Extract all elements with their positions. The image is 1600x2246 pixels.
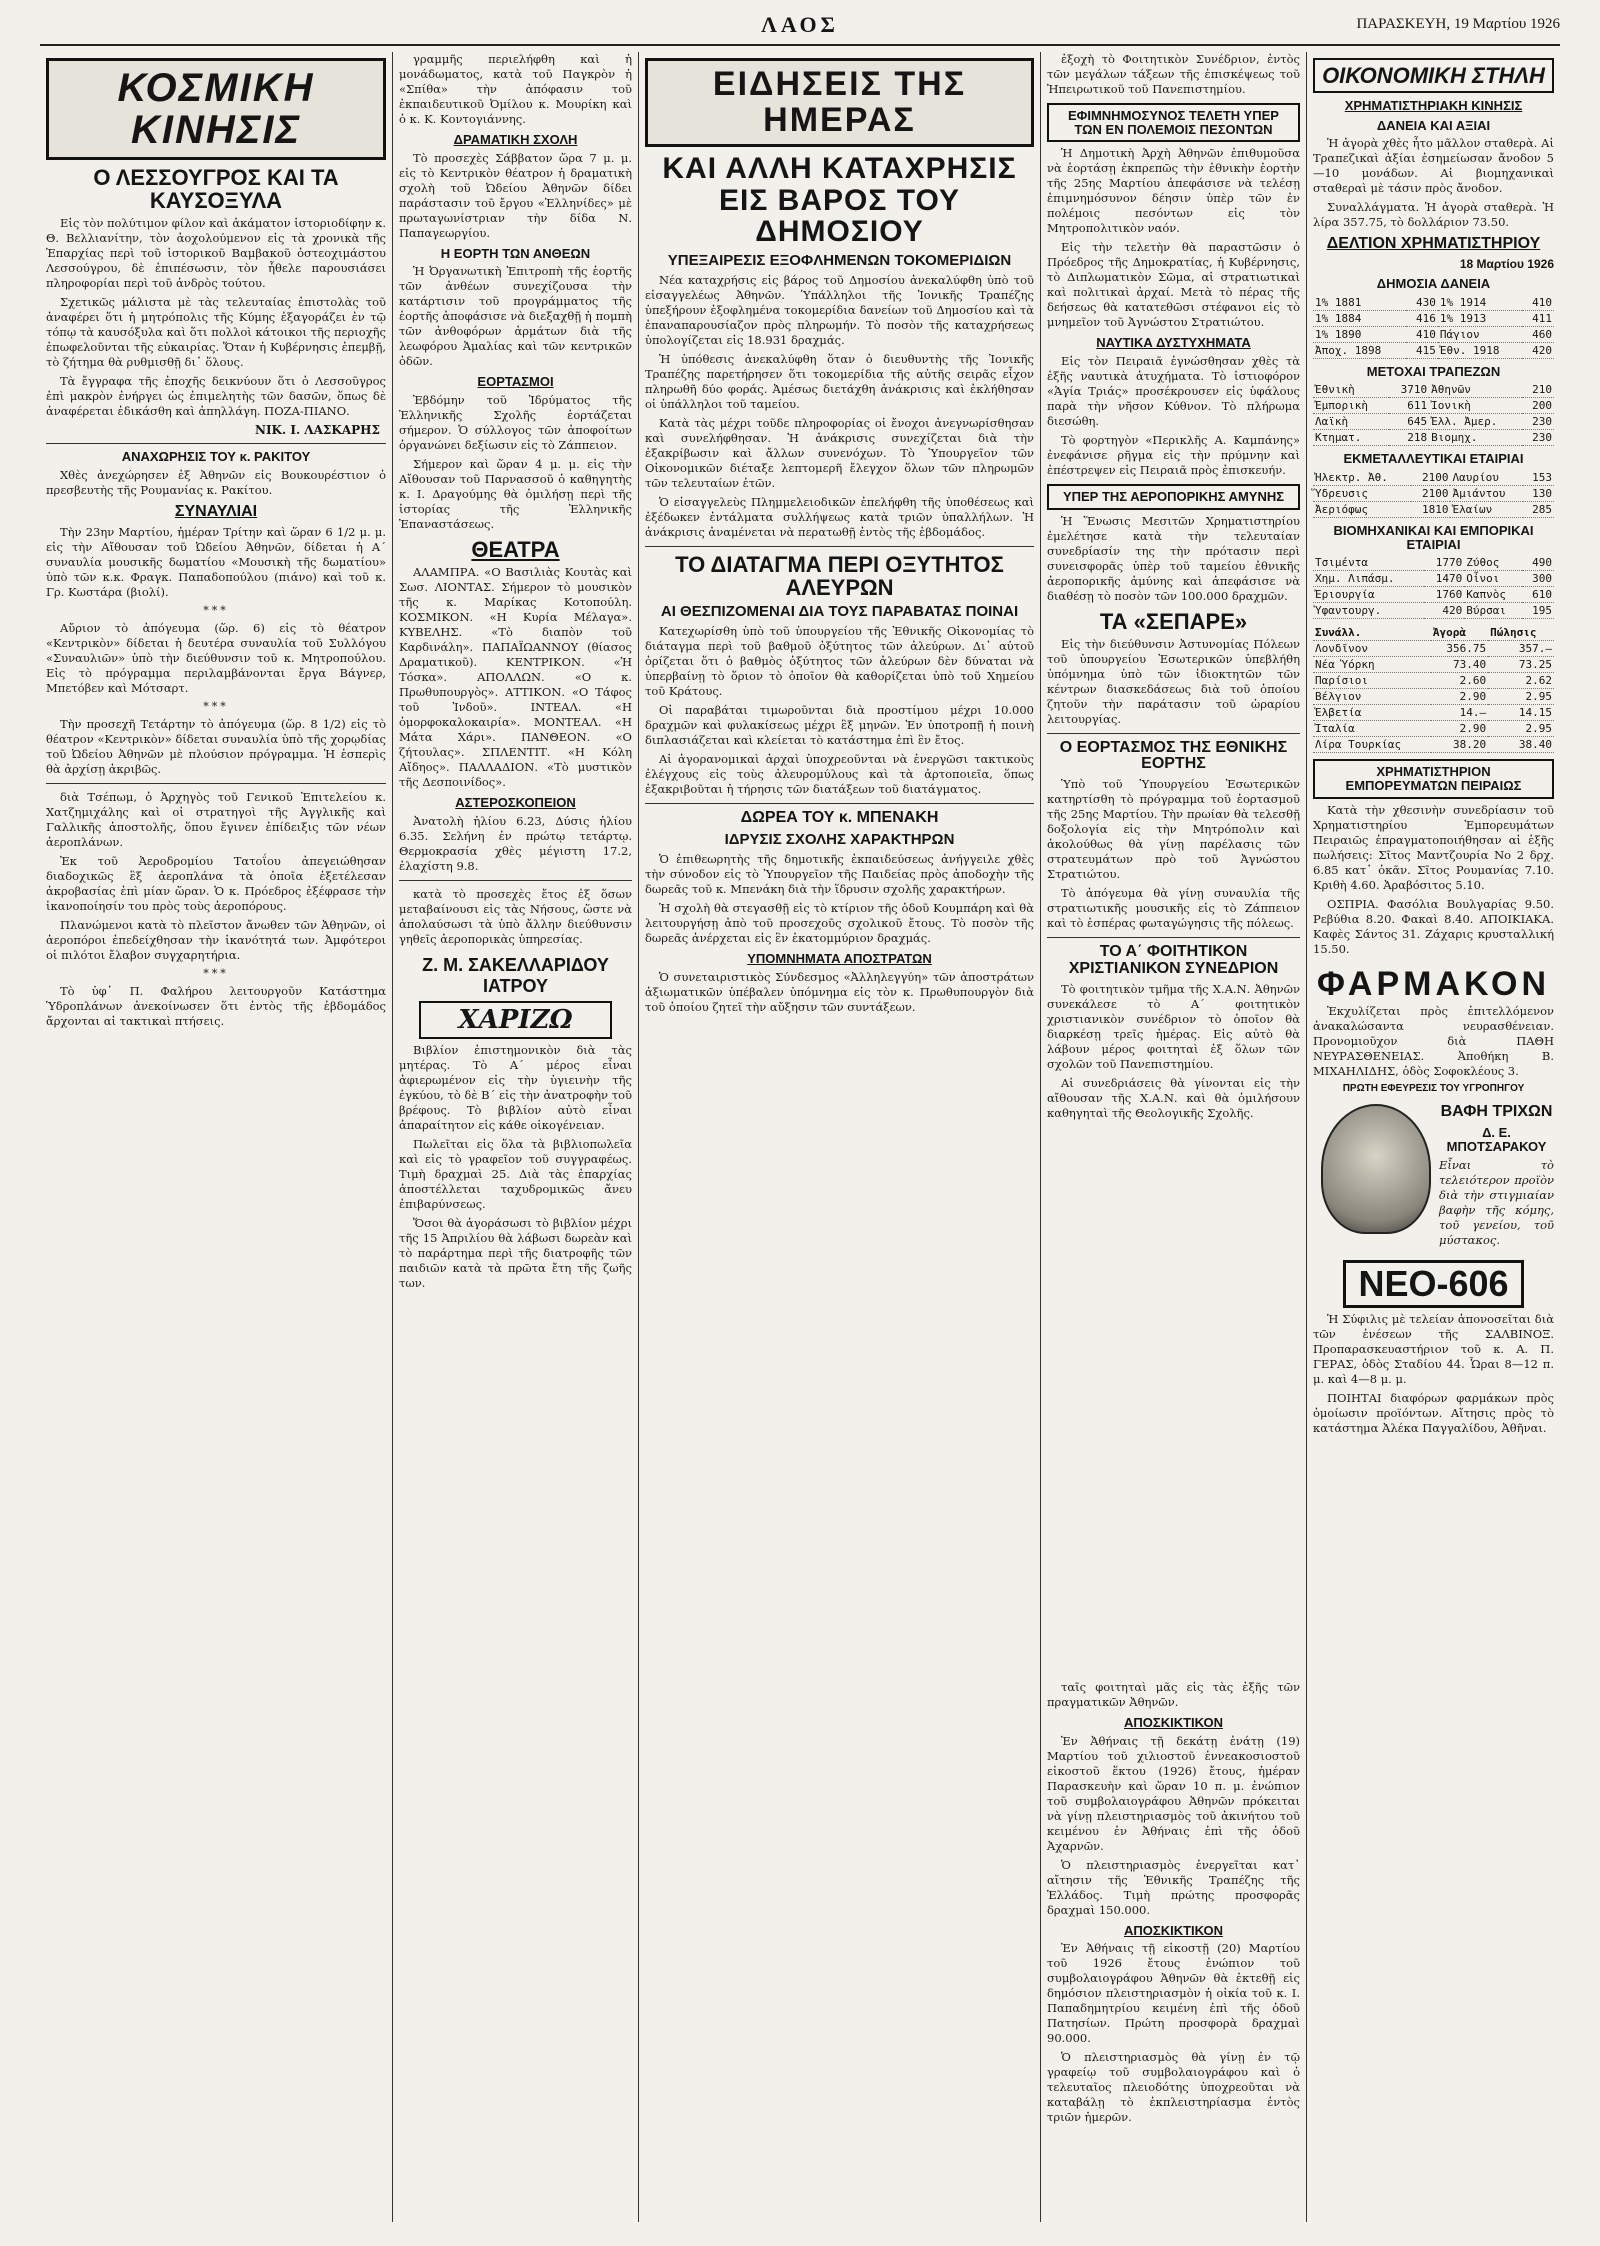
table-cell: 2100 (1411, 486, 1450, 502)
neo606-ad-title: ΝΕΟ-606 (1343, 1260, 1524, 1308)
table-heading: ΔΗΜΟΣΙΑ ΔΑΝΕΙΑ (1376, 276, 1491, 292)
divider (46, 443, 386, 444)
table-header: Πώλησις (1488, 625, 1554, 641)
flour-decree-subheadline: ΑΙ ΘΕΣΠΙΖΟΜΕΝΑΙ ΔΙΑ ΤΟΥΣ ΠΑΡΑΒΑΤΑΣ ΠΟΙΝΑΙ (660, 603, 1019, 621)
flour-decree-text: Κατεχωρίσθη ὑπὸ τοῦ ὑπουργείου τῆς Ἐθνικῆς Οἰκονομίας τὸ διάταγμα περὶ τοῦ βαθμοῦ ὀξύτητος τῶν ἀλεύρων. Δι᾿ αὐτοῦ ὁρίζεται ὅτι ὁ βαθμὸς ὀξύτητος τῶν ἀλεύρων δὲν δύναται νὰ ὑπερβαίνῃ τὸ ὅριον τὸ ὁποῖον θὰ καθορίζεται ὑπὸ τοῦ Χημείου τοῦ Κράτους. (645, 624, 1034, 699)
doctor-ad-name: Ζ. Μ. ΣΑΚΕΛΛΑΡΙΔΟΥ ΙΑΤΡΟΥ (422, 954, 609, 996)
table-cell: 420 (1424, 603, 1464, 619)
observatory-text: Ἀνατολὴ ἡλίου 6.23, Δύσις ἡλίου 6.35. Σελήνη ἐν πρώτῳ τετάρτῳ. Θερμοκρασία χθὲς μέγιστη 17.2, ἐλαχίστη 9.8. (399, 813, 632, 873)
student-congress-text: Τὸ φοιτητικὸν τμῆμα τῆς Χ.Α.Ν. Ἀθηνῶν συνεκάλεσε τὸ Α΄ φοιτητικὸν χριστιανικὸν συνέδριον τὸ ὁποῖον θὰ διαρκέσῃ τρεῖς ἡμέρας. Εἰς αὐτὸ θὰ λάβουν μέρος φοιτηταὶ ἐξ ὅλων τῶν σχολῶν τοῦ Πανεπιστημίου. (1047, 981, 1300, 1071)
celebrations-text: Σήμερον καὶ ὥραν 4 μ. μ. εἰς τὴν Αἴθουσαν τοῦ Παρνασσοῦ ὁ καθηγητὴς κ. Ι. Δραγούμης θὰ ὁμιλήσῃ περὶ τῆς ἱστορίας τῆς Ἑλληνικῆς Ἐπαναστάσεως. (399, 456, 632, 531)
table-cell: 420 (1522, 342, 1554, 358)
notice-text: ταῖς φοιτηταὶ μᾶς εἰς τὰς ἑξῆς τῶν πραγματικῶν Ἀθηνῶν. (1047, 1680, 1300, 1709)
hair-dye-note: ΠΡΩΤΗ ΕΦΕΥΡΕΣΙΣ ΤΟΥ ΥΓΡΟΠΗΓΟΥ (1342, 1082, 1525, 1094)
table-cell: 195 (1522, 603, 1554, 619)
table-cell: Ὕδρευσις (1313, 486, 1411, 502)
table-row (1313, 555, 1554, 571)
national-holiday-text: Ὑπὸ τοῦ Ὑπουργείου Ἐσωτερικῶν κατηρτίσθη τὸ πρόγραμμα τοῦ ἑορτασμοῦ τῆς 25ης Μαρτίου. Τὴν πρωίαν θὰ τελεσθῇ δοξολογία εἰς τὴν Μητρόπολιν καὶ ἀκολούθως θὰ γίνῃ παρέλασις τῶν στρατευμάτων πρὸ τοῦ Ἀγνώστου Στρατιώτου. (1047, 777, 1300, 882)
embezzlement-text: Κατὰ τὰς μέχρι τοῦδε πληροφορίας οἱ ἔνοχοι ἀνεγνωρίσθησαν καὶ συνελήφθησαν. Ἡ ἀνάκρισις συνεχίζεται διὰ τὴν ἐξακρίβωσιν καὶ ἄλλων συνενόχων. Τὸ Ὑπουργεῖον τῶν Οἰκονομικῶν διέταξε λεπτομερῆ ἔλεγχον ὅλων τῶν πληρωμῶν τῶν τελευταίων ἐτῶν. (645, 415, 1034, 490)
table-cell: 2.90 (1431, 689, 1488, 705)
table-cell: Βύρσαι (1464, 603, 1522, 619)
lessougros-headline: Ο ΛΕΣΣΟΥΓΡΟΣ ΚΑΙ ΤΑ ΚΑΥΣΟΞΥΛΑ (93, 165, 339, 214)
donation-text: Ὁ ἐπιθεωρητὴς τῆς δημοτικῆς ἐκπαιδεύσεως ἀνήγγειλε χθὲς τὴν σύνοδον εἰς τὸ Ὑπουργεῖον τῆς Παιδείας πρὸς ἀποδοχὴν τῆς δωρεᾶς τοῦ κ. Μπενάκη διὰ τὴν ἵδρυσιν σχολῆς χαρακτήρων. (645, 851, 1034, 896)
table-row (1313, 310, 1554, 326)
hair-dye-ad (1313, 1098, 1554, 1252)
table-cell: 210 (1522, 382, 1554, 398)
bonds-table (1313, 295, 1554, 359)
table-cell: Πάγιον (1438, 326, 1522, 342)
table-cell: 2.90 (1431, 721, 1488, 737)
economics-banner: ΟΙΚΟΝΟΜΙΚΗ ΣΤΗΛΗ (1313, 58, 1554, 93)
divider (1047, 937, 1300, 938)
theaters-listing: ΑΛΑΜΠΡΑ. «Ο Βασιλιὰς Κουτὰς καὶ Σωσ. ΛΙΟΝΤΑΣ. Σήμερον τὸ μουσικὸν τῆς κ. Μαρίκας Κοτοπούλη. ΚΟΣΜΙΚΟΝ. «Η Κυρία Μέλαγα». ΚΥΒΕΛΗΣ. «Τὸ διαπὸν τοῦ Καρδινάλη». ΠΑΠΑΪΩΑΝΝΟΥ (θίασος Δραματικοῦ). ΚΕΝΤΡΙΚΟΝ. «Ἡ Τόσκα». ΑΠΟΛΛΩΝ. «Ο κ. Πρωθυπουργὸς». ΑΤΤΙΚΟΝ. «Ο Τάφος τοῦ Ἰνδοῦ». ΙΝΤΕΑΛ. «Η ὀμορφοκαλοκαιρία». ΜΟΝΤΕΑΛ. «Η Μάτα Χάρι». ΠΑΝΘΕΟΝ. «Ο ζήτουλας». ΣΠΛΕΝΤΙΤ. «Η Κόλη Αἴδηος». ΠΑΛΛΑΔΙΟΝ. «Τὸ μυστικὸν τῆς Δεσποινίδος». (399, 565, 632, 790)
table-cell: Ἐμπορικὴ (1313, 398, 1389, 414)
flower-festival-headline: Η ΕΟΡΤΗ ΤΩΝ ΑΝΘΕΩΝ (440, 245, 591, 261)
table-cell: 490 (1522, 555, 1554, 571)
table-cell: Ζύθος (1464, 555, 1522, 571)
commodities-text: ΟΣΠΡΙΑ. Φασόλια Βουλγαρίας 9.50. Ρεβύθια 8.20. Φακαὶ 8.40. ΑΠΟΙΚΙΑΚΑ. Καφὲς Σάντος 31. Ζάχαρις κρυσταλλική 15.50. (1313, 896, 1554, 956)
table-row (1313, 502, 1554, 518)
memorial-text: Εἰς τὴν τελετὴν θὰ παραστῶσιν ὁ Πρόεδρος τῆς Δημοκρατίας, ἡ Κυβέρνησις, τὸ Διπλωματικὸν Σῶμα, αἱ στρατιωτικαὶ καὶ πολιτικαὶ ἀρχαί. Μετὰ τὸ πέρας τῆς δεήσεως θὰ κατατεθῶσι στέφανοι εἰς τὸ μνημεῖον τοῦ Ἀγνώστου Στρατιώτου. (1047, 240, 1300, 330)
table-cell: 230 (1522, 414, 1554, 430)
book-ad-title: ΧΑΡΙΖΩ (419, 1001, 612, 1039)
lessougros-text: Σχετικῶς μάλιστα μὲ τὰς τελευταίας ἐπιστολὰς τοῦ ἀναφέρει ὅτι ἡ μητρόπολις τῆς Κύμης ἐξαγοράζει ἐν τῷ τόπῳ τὰ καυσόξυλα καὶ ὅτι πολλοὶ κάτοικοι τῆς περιοχῆς ἐπωφελοῦνται τῆς εὐκαιρίας. Ὅταν ἡ Κυβέρνησις ἐπεμβῇ, τὸ ζήτημα θὰ ρυθμισθῇ δι᾿ ὅλους. (46, 295, 386, 370)
table-cell: Οἶνοι (1464, 571, 1522, 587)
theaters-headline: ΘΕΑΤΡΑ (471, 536, 560, 562)
table-cell: 1% 1890 (1313, 326, 1406, 342)
table-cell: Καπνὸς (1464, 587, 1522, 603)
national-holiday-headline: Ο ΕΟΡΤΑΣΜΟΣ ΤΗΣ ΕΘΝΙΚΗΣ ΕΟΡΤΗΣ (1059, 738, 1288, 773)
table-row (1313, 571, 1554, 587)
table-row (1313, 470, 1554, 486)
table-cell: 416 (1406, 310, 1438, 326)
warning-text: ΠΟΙΗΤΑΙ διαφόρων φαρμάκων πρὸς ὁμοίωσιν προϊόντων. Αἴτησις πρὸς τὸ κατάστημα Ἀλέκα Παγγαλίδου, Ἀθῆναι. (1313, 1390, 1554, 1435)
author-signature: ΝΙΚ. Ι. ΛΑΣΚΑΡΗΣ (254, 423, 380, 438)
table-cell: Παρίσιοι (1313, 673, 1431, 689)
table-cell: Ἀποχ. 1898 (1313, 342, 1406, 358)
notice-text: Ὁ πλειστηριασμὸς θὰ γίνῃ ἐν τῷ γραφείῳ τοῦ συμβολαιογράφου καὶ ὁ τελευταῖος πλειοδότης ὑποχρεοῦται νὰ καταβάλῃ τὸ ἐκπλειστηρίασμα ἐντὸς τριῶν ἡμερῶν. (1047, 2050, 1300, 2125)
departure-text: Χθὲς ἀνεχώρησεν ἐξ Ἀθηνῶν εἰς Βουκουρέστιον ὁ πρεσβευτὴς τῆς Ρουμανίας κ. Ρακίτου. (46, 467, 386, 497)
donation-headline: ΔΩΡΕΑ ΤΟΥ κ. ΜΠΕΝΑΚΗ (740, 809, 939, 827)
flour-decree-text: Οἱ παραβάται τιμωροῦνται διὰ προστίμου μέχρι 10.000 δραχμῶν καὶ φυλακίσεως μέχρι ἓξ μηνῶν. Ἐν ὑποτροπῇ ἡ ποινὴ διπλασιάζεται καὶ κλείεται τὸ κατάστημα ἐπὶ ἓν ἔτος. (645, 703, 1034, 748)
table-cell: 230 (1522, 430, 1554, 446)
table-row (1313, 430, 1554, 446)
table-row (1313, 689, 1554, 705)
table-cell: Ἀθηνῶν (1429, 382, 1522, 398)
divider (399, 880, 632, 881)
table-row (1313, 342, 1554, 358)
table-cell: 2.95 (1488, 689, 1554, 705)
divider (1047, 733, 1300, 734)
flower-festival-text: Ἡ Ὀργανωτικὴ Ἐπιτροπὴ τῆς ἑορτῆς τῶν ἀνθέων συνεχίζουσα τὴν κατάρτισιν τοῦ προγράμματος τῆς ἑορτῆς ἀποφάσισε νὰ διεξαχθῇ ἡ πομπὴ τῶν ἀνθοφόρων ἁρμάτων διὰ τῆς λεωφόρου Ἀμαλίας καὶ τῶν κεντρικῶν ὁδῶν. (399, 264, 632, 369)
table-cell: 2.62 (1488, 673, 1554, 689)
table-heading: ΕΚΜΕΤΑΛΛΕΥΤΙΚΑΙ ΕΤΑΙΡΙΑΙ (1343, 451, 1524, 467)
table-row (1313, 587, 1554, 603)
book-ad-text: Πωλεῖται εἰς ὅλα τὰ βιβλιοπωλεῖα καὶ εἰς τὸ γραφεῖον τοῦ συγγραφέως. Τιμὴ δραχμαὶ 25. Διὰ τὰς ἐπαρχίας ἀποστέλλεται ταχυδρομικῶς ἄνευ ἐπιβαρύνσεως. (399, 1136, 632, 1211)
table-cell: Κτηματ. (1313, 430, 1389, 446)
hair-dye-maker: Δ. Ε. ΜΠΟΤΣΑΡΑΚΟΥ (1446, 1125, 1547, 1155)
table-cell: 3710 (1389, 382, 1429, 398)
embezzlement-text: Νέα καταχρήσις εἰς βάρος τοῦ Δημοσίου ἀνεκαλύφθη ὑπὸ τοῦ εἰσαγγελέως Ἀθηνῶν. Ὑπάλληλοι τῆς Ἰονικῆς Τραπέζης ὑπεξήρουν ἐξοφλημένα τοκομερίδια δανείων τοῦ Δημοσίου καὶ τὰ ἐπαναπαρουσίαζον πρὸς πληρωμήν. Τὸ ποσὸν τῆς καταχρήσεως ὑπολογίζεται εἰς 18.931 δραχμάς. (645, 272, 1034, 347)
table-cell: 2100 (1411, 470, 1450, 486)
table-cell: Ἀεριόφως (1313, 502, 1411, 518)
veterans-text: Ὁ συνεταιριστικὸς Σύνδεσμος «Ἀλληλεγγύη» τῶν ἀποστράτων ἀξιωματικῶν ὑπέβαλεν ὑπόμνημα εἰς τὸν κ. Πρωθυπουργὸν διὰ τοῦ ὁποίου ζητεῖ τὴν αὔξησιν τῶν συντάξεων. (645, 969, 1034, 1014)
table-cell: Ἐλλ. Ἀμερ. (1429, 414, 1522, 430)
table-cell: 1760 (1424, 587, 1464, 603)
departure-headline: ΑΝΑΧΩΡΗΣΙΣ ΤΟΥ κ. ΡΑΚΙΤΟΥ (121, 449, 311, 465)
embezzlement-subheadline: ΥΠΕΞΑΙΡΕΣΙΣ ΕΞΟΦΛΗΜΕΝΩΝ ΤΟΚΟΜΕΡΙΔΙΩΝ (667, 251, 1012, 269)
notice-text: Ἐν Ἀθήναις τῇ εἰκοστῇ (20) Μαρτίου τοῦ 1926 ἔτους ἐνώπιον τοῦ συμβολαιογράφου Ἀθηνῶν θὰ ἐκτεθῇ εἰς δημόσιον πλειστηριασμὸν ἡ οἰκία τοῦ κ. Ι. Παπαδημητρίου κειμένη ἐπὶ τῆς ὁδοῦ Πατησίων. Πρώτη προσφορὰ δραχμαὶ 90.000. (1047, 1941, 1300, 2046)
woman-portrait-image (1321, 1104, 1431, 1234)
column-social (40, 52, 392, 2222)
table-cell: Χημ. Λιπάσμ. (1313, 571, 1424, 587)
aviation-text: Τὸ ὑφ᾿ Π. Φαλήρου λειτουργοῦν Κατάστημα Ὑδροπλάνων ἀνεκοίνωσεν ὅτι ἐντὸς τῆς ἑβδομάδος ἄρχονται αἱ τακτικαὶ πτήσεις. (46, 983, 386, 1028)
aviation-text: διὰ Τσέπωμ, ὁ Ἀρχηγὸς τοῦ Γενικοῦ Ἐπιτελείου κ. Χατζημιχάλης καὶ οἱ στρατηγοὶ τῆς Ἀγγλικῆς καὶ Γαλλικῆς ἀποστολῆς, ὅπου ἔγινεν ἐπίδειξις τῶν νέων ἀεροπλάνων. (46, 789, 386, 849)
market-text: Συναλλάγματα. Ἡ ἀγορὰ σταθερὰ. Ἡ λίρα 357.75, τὸ δολλάριον 73.50. (1313, 200, 1554, 230)
table-cell: 2.60 (1431, 673, 1488, 689)
column-notices (1041, 1680, 1306, 2222)
announcement-text: γραμμῆς περιελήφθη καὶ ἡ μονάδωματος, κατὰ τοῦ Παγκρὸν ἡ «Σπίθα» τὴν ἀπόφασιν τοῦ ἐκπαιδευτικοῦ Ὀμίλου κ. Μουρίκη καὶ ὁ κ. Κ. Κοντογιάννης. (399, 52, 632, 126)
concerts-text: Αὔριον τὸ ἀπόγευμα (ὥρ. 6) εἰς τὸ θέατρον «Κεντρικὸν» δίδεται ἡ δευτέρα συναυλία τοῦ Συλλόγου «Συναυλιῶν» ὑπὸ τὴν διεύθυνσιν τοῦ κ. Μητροπούλου. Εἰς τὸ πρόγραμμα περιλαμβάνονται ἔργα Βάγνερ, Μπετόβεν καὶ Μότσαρτ. (46, 620, 386, 695)
table-cell: Ἠλεκτρ. Ἀθ. (1313, 470, 1411, 486)
table-cell: 38.20 (1431, 737, 1488, 753)
notice-headline: ΑΠΟΣΚΙΚΤΙΚΟΝ (1124, 1715, 1223, 1730)
table-row (1313, 705, 1554, 721)
embezzlement-text: Ἡ ὑπόθεσις ἀνεκαλύφθη ὅταν ὁ διευθυντὴς τῆς Ἰονικῆς Τραπέζης παρετήρησεν ὅτι τοκομερίδια τῆς αὐτῆς σειρᾶς εἶχον πληρωθῆ δύο φοράς. Ἀμέσως διετάχθη ἀνάκρισις καὶ ἐκλήθησαν οἱ ὑπάλληλοι τοῦ ταμείου. (645, 351, 1034, 411)
aviation-text: Πλανώμενοι κατὰ τὸ πλεῖστον ἄνωθεν τῶν Ἀθηνῶν, οἱ ἀεροπόροι ἐπεδείχθησαν τὴν ἱκανότητά των. Ἀμφότεροι οἱ πιλότοι ἔλαβον συγχαρητήρια. (46, 917, 386, 962)
table-cell: Ἰονικὴ (1429, 398, 1522, 414)
shipping-accidents-headline: ΝΑΥΤΙΚΑ ΔΥΣΤΥΧΗΜΑΤΑ (1096, 335, 1251, 351)
divider (645, 546, 1034, 547)
utility-shares-table (1313, 470, 1554, 518)
notice-text: Ὁ πλειστηριασμὸς ἐνεργεῖται κατ᾿ αἴτησιν τῆς Ἐθνικῆς Τραπέζης τῆς Ἑλλάδος. Τιμὴ πρώτης προσφορᾶς δραχμαὶ 150.000. (1047, 1857, 1300, 1917)
market-text: Ἡ ἀγορὰ χθὲς ἦτο μᾶλλον σταθερὰ. Αἱ Τραπεζικαὶ ἀξίαι ἐσημείωσαν ἄνοδον 5—10 μονάδων. Αἱ βιομηχανικαὶ σταθεραὶ μὲ τάσιν πρὸς ἄνοδον. (1313, 136, 1554, 196)
divider (46, 783, 386, 784)
table-cell: 2.95 (1488, 721, 1554, 737)
separe-headline: ΤΑ «ΣΕΠΑΡΕ» (1099, 608, 1248, 634)
pharmacy-ad-text: Ἐκχυλίζεται πρὸς ἐπιτελλόμενον ἀνακαλώσαντα νευρασθένειαν. Προνομιοῦχον διὰ ΠΑΘΗ ΝΕΥΡΑΣΘΕΝΕΙΑΣ. Ἀποθήκη Β. ΜΙΧΑΗΛΙΔΗΣ, ὁδὸς Σοφοκλέους 3. (1313, 1003, 1554, 1078)
social-banner: ΚΟΣΜΙΚΗ ΚΙΝΗΣΙΣ (46, 58, 386, 160)
table-row (1313, 641, 1554, 657)
table-cell: 356.75 (1431, 641, 1488, 657)
table-cell: Βιομηχ. (1429, 430, 1522, 446)
stock-activity-headline: ΧΡΗΜΑΤΙΣΤΗΡΙΑΚΗ ΚΙΝΗΣΙΣ (1344, 98, 1523, 114)
concerts-text: Τὴν προσεχῆ Τετάρτην τὸ ἀπόγευμα (ὥρ. 8 1/2) εἰς τὸ θέατρον «Κεντρικὸν» δίδεται συναυλία ὑπὸ τῆς χορῳδίας τοῦ Ὠδείου Ἀθηνῶν μὲ πλούσιον πρόγραμμα. Ἡ ἑσπερὶς θὰ ἀρχίσῃ ἀκριβῶς. (46, 716, 386, 776)
table-row (1313, 721, 1554, 737)
table-header: Ἀγορὰ (1431, 625, 1488, 641)
table-cell: Λαϊκὴ (1313, 414, 1389, 430)
table-row (1313, 737, 1554, 753)
table-cell: 285 (1523, 502, 1554, 518)
shipping-accidents-text: Τὸ φορτηγὸν «Περικλῆς Α. Καμπάνης» ἐνεφάνισε ρῆγμα εἰς τὴν πρύμνην καὶ ἐπέστρεψεν εἰς Πειραιᾶ πρὸς ἐπισκευήν. (1047, 432, 1300, 477)
table-row (1313, 657, 1554, 673)
table-cell: 1770 (1424, 555, 1464, 571)
flour-decree-text: Αἱ ἀγορανομικαὶ ἀρχαὶ ὑποχρεοῦνται νὰ ἐνεργῶσι τακτικοὺς ἐλέγχους εἰς τοὺς ἀλευρομύλους καὶ τὰ ἀρτοποιεῖα, ὅπως ἐξακριβοῦται ἡ τήρησις τῶν διατάξεων τοῦ διατάγματος. (645, 752, 1034, 797)
flour-decree-headline: ΤΟ ΔΙΑΤΑΓΜΑ ΠΕΡΙ ΟΞΥΤΗΤΟΣ ΑΛΕΥΡΩΝ (675, 551, 1004, 600)
table-cell: Βέλγιον (1313, 689, 1431, 705)
shipping-accidents-text: Εἰς τὸν Πειραιᾶ ἐγνώσθησαν χθὲς τὰ ἑξῆς ναυτικὰ ἀτυχήματα. Τὸ ἱστιοφόρον «Ἁγία Τριάς» προσέκρουσεν εἰς ὑφάλους παρὰ τὴν νῆσον Κύθνον. Τὸ πλήρωμα διεσώθη. (1047, 353, 1300, 428)
table-cell: 430 (1406, 295, 1438, 311)
commodities-headline: ΧΡΗΜΑΤΙΣΤΗΡΙΟΝ ΕΜΠΟΡΕΥΜΑΤΩΝ ΠΕΙΡΑΙΩΣ (1313, 759, 1554, 798)
table-heading: ΜΕΤΟΧΑΙ ΤΡΑΠΕΖΩΝ (1366, 363, 1501, 379)
memorial-headline: ΕΦΙΜΝΗΜΟΣΥΝΟΣ ΤΕΛΕΤΗ ΥΠΕΡ ΤΩΝ ΕΝ ΠΟΛΕΜΟΙΣ ΠΕΣΟΝΤΩΝ (1047, 103, 1300, 142)
table-cell: 410 (1406, 326, 1438, 342)
table-cell: 38.40 (1488, 737, 1554, 753)
celebrations-headline: ΕΟΡΤΑΣΜΟΙ (477, 374, 554, 390)
table-cell: 645 (1389, 414, 1429, 430)
bulletin-headline: ΔΕΛΤΙΟΝ ΧΡΗΜΑΤΙΣΤΗΡΙΟΥ (1326, 235, 1541, 253)
table-cell: Ἐλαίων (1450, 502, 1523, 518)
aviation-text: κατὰ τὸ προσεχὲς ἔτος ἐξ ὅσων μεταβαίνουσι εἰς τὰς Νήσους, ὥστε νὰ ἀπολαύσωσι τὰ ὑπὸ ἄλλην διεύθυνσιν γηθεῖς ἀεροπορικὰς ὑπηρεσίας. (399, 886, 632, 946)
table-row (1313, 414, 1554, 430)
table-cell: 73.40 (1431, 657, 1488, 673)
table-cell: Νέα Ὑόρκη (1313, 657, 1431, 673)
national-holiday-text: Τὸ ἀπόγευμα θὰ γίνῃ συναυλία τῆς στρατιωτικῆς μουσικῆς εἰς τὸ Ζάππειον καὶ τὸ ἑσπέρας φωταγώγησις τῆς πόλεως. (1047, 886, 1300, 931)
divider-stars: *** (203, 966, 229, 980)
table-row (1313, 326, 1554, 342)
bonds-headline: ΔΑΝΕΙΑ ΚΑΙ ΑΞΙΑΙ (1376, 117, 1491, 133)
table-cell: 1% 1881 (1313, 295, 1406, 311)
aviation-text: Ἐκ τοῦ Ἀεροδρομίου Τατοΐου ἀπεγειώθησαν διαδοχικῶς ἓξ ἀεροπλάνα τὰ ὁποῖα ἐξετέλεσαν ἀκροβασίας ἐπὶ μίαν ὥραν. Ὁ κ. Πρόεδρος ἐξέφρασε τὴν ἱκανοποίησίν του πρὸς τοὺς ἀεροπόρους. (46, 853, 386, 913)
table-cell: 1% 1913 (1438, 310, 1522, 326)
table-cell: Ἰταλία (1313, 721, 1431, 737)
table-cell: Λονδῖνον (1313, 641, 1431, 657)
divider-stars: *** (203, 699, 229, 713)
book-ad-text: Βιβλίον ἐπιστημονικὸν διὰ τὰς μητέρας. Τὸ Α΄ μέρος εἶναι ἀφιερωμένον εἰς τὴν ὑγιεινὴν τῆς ἐγκύου, τὸ δὲ Β΄ εἰς τὴν ἀνατροφὴν τοῦ βρέφους. Τὸ βιβλίον αὐτὸ εἶναι ἀπαραίτητον εἰς κάθε οἰκογένειαν. (399, 1042, 632, 1132)
table-cell: 300 (1522, 571, 1554, 587)
table-row (1313, 398, 1554, 414)
table-cell: 357.— (1488, 641, 1554, 657)
congress-text: ἐξοχὴ τὸ Φοιτητικὸν Συνέδριον, ἐντὸς τῶν μεγάλων τάξεων τῆς ἐπισκέψεως τοῦ Ἠπειρωτικοῦ τοῦ Πανεπιστημίου. (1047, 52, 1300, 96)
table-cell: 200 (1522, 398, 1554, 414)
table-row (1313, 673, 1554, 689)
hair-dye-title: ΒΑΦΗ ΤΡΙΧΩΝ (1440, 1102, 1553, 1120)
table-cell: 410 (1522, 295, 1554, 311)
table-cell: 218 (1389, 430, 1429, 446)
table-cell: 1810 (1411, 502, 1450, 518)
table-cell: 460 (1522, 326, 1554, 342)
column-announcements (393, 52, 638, 2222)
veterans-headline: ΥΠΟΜΝΗΜΑΤΑ ΑΠΟΣΤΡΑΤΩΝ (747, 950, 932, 966)
news-banner: ΕΙΔΗΣΕΙΣ ΤΗΣ ΗΜΕΡΑΣ (645, 58, 1034, 147)
table-row (1313, 603, 1554, 619)
table-cell: 1% 1884 (1313, 310, 1406, 326)
table-cell: 153 (1523, 470, 1554, 486)
embezzlement-text: Ὁ εἰσαγγελεὺς Πλημμελειοδικῶν ἐπελήφθη τῆς ὑποθέσεως καὶ ἐξέδωκεν ἐντάλματα συλλήψεως κατὰ τριῶν ὑπαλλήλων. Ἡ ἀνάκρισις ἀναμένεται νὰ περατωθῇ ἐντὸς τῆς ἑβδομάδος. (645, 494, 1034, 539)
observatory-headline: ΑΣΤΕΡΟΣΚΟΠΕΙΟΝ (455, 795, 576, 811)
book-ad-text: Ὅσοι θὰ ἀγοράσωσι τὸ βιβλίον μέχρι τῆς 15 Ἀπριλίου θὰ λάβωσι δωρεὰν καὶ τὸ παράρτημα περὶ τῆς διατροφῆς τῶν παιδιῶν κατὰ τὰ πρῶτα ἔτη τῆς ζωῆς των. (399, 1215, 632, 1290)
table-cell: 415 (1406, 342, 1438, 358)
commodities-text: Κατὰ τὴν χθεσινὴν συνεδρίασιν τοῦ Χρηματιστηρίου Ἐμπορευμάτων Πειραιῶς ἐπραγματοποιήθησαν αἱ ἑξῆς πωλήσεις: Σῖτος Μαντζουρία Νο 2 δρχ. 6.85 κατ᾿ ὀκᾶν. Σῖτος Ρουμανίας 7.10. Κριθὴ 4.60. Ἀραβόσιτος 5.10. (1313, 802, 1554, 892)
table-cell: Λίρα Τουρκίας (1313, 737, 1431, 753)
column-news-of-the-day (639, 52, 1040, 2222)
newspaper-title: ΛΑΟΣ (761, 12, 839, 37)
table-cell: Ἀμιάντου (1450, 486, 1523, 502)
table-cell: Ἑλβετία (1313, 705, 1431, 721)
donation-subheadline: ΙΔΡΥΣΙΣ ΣΧΟΛΗΣ ΧΑΡΑΚΤΗΡΩΝ (724, 830, 955, 848)
issue-date: ΠΑΡΑΣΚΕΥΗ, 19 Μαρτίου 1926 (1356, 16, 1560, 32)
donation-text: Ἡ σχολὴ θὰ στεγασθῇ εἰς τὸ κτίριον τῆς ὁδοῦ Κουμπάρη καὶ θὰ λειτουργήσῃ ἀπὸ τοῦ προσεχοῦς σχολικοῦ ἔτους. Τὸ ποσὸν τῆς δωρεᾶς ἀνέρχεται εἰς ἓν ἑκατομμύριον δραχμάς. (645, 900, 1034, 945)
table-cell: Ἐθνικὴ (1313, 382, 1389, 398)
separe-text: Εἰς τὴν διεύθυνσιν Ἀστυνομίας Πόλεων τοῦ ὑπουργείου Ἐσωτερικῶν ὑπεβλήθη ὑπόμνημα ὑπὸ τῶν ἰδιοκτητῶν τῶν κέντρων διασκεδάσεως διὰ τοῦ ὁποίου ζητοῦν τὴν παράτασιν τοῦ ὡραρίου λειτουργίας. (1047, 636, 1300, 726)
table-row (1313, 486, 1554, 502)
table-cell: Ἐριουργία (1313, 587, 1424, 603)
table-cell: 14.— (1431, 705, 1488, 721)
table-cell: 130 (1523, 486, 1554, 502)
table-cell: Ἐθν. 1918 (1438, 342, 1522, 358)
concerts-headline: ΣΥΝΑΥΛΙΑΙ (174, 502, 258, 520)
celebrations-text: Ἐβδόμην τοῦ Ἰδρύματος τῆς Ἐλληνικῆς Σχολῆς ἑορτάζεται σήμερον. Ὁ σύλλογος τῶν ἀποφοίτων ὀργανώνει δεξίωσιν εἰς τὸ Ζάππειον. (399, 392, 632, 452)
masthead (40, 10, 1560, 46)
table-cell: 1% 1914 (1438, 295, 1522, 311)
divider-stars: *** (203, 603, 229, 617)
table-header: Συνάλλ. (1313, 625, 1431, 641)
table-cell: Λαυρίου (1450, 470, 1523, 486)
air-defense-text: Ἡ Ἕνωσις Μεσιτῶν Χρηματιστηρίου ἐμελέτησε κατὰ τὴν τελευταίαν συνεδρίασίν της τὴν πρότασιν περὶ συνεισφορᾶς ὑπὲρ τοῦ ταμείου ἐθνικῆς ἀεροπορικῆς ἀμύνης καὶ ἀπεφάσισε νὰ διαθέσῃ τὸ ποσὸν τῶν 100.000 δραχμῶν. (1047, 513, 1300, 603)
table-cell: 14.15 (1488, 705, 1554, 721)
bank-shares-table (1313, 382, 1554, 446)
table-cell: 1470 (1424, 571, 1464, 587)
memorial-text: Ἡ Δημοτικὴ Ἀρχὴ Ἀθηνῶν ἐπιθυμοῦσα νὰ ἑορτάσῃ ἐκπρεπῶς τὴν ἐθνικὴν ἑορτὴν τῆς 25ης Μαρτίου ἀπεφάσισε νὰ τελέσῃ ἐπιμνημόσυνον δέησιν ὑπὲρ τῶν ἐν πολέμοις πεσόντων εἰς τὸν Μητροπολιτικὸν ναόν. (1047, 146, 1300, 236)
drama-school-headline: ΔΡΑΜΑΤΙΚΗ ΣΧΟΛΗ (453, 132, 578, 147)
lessougros-text: Τὰ ἔγγραφα τῆς ἐποχῆς δεικνύουν ὅτι ὁ Λεσσοῦγρος ἐπὶ μακρὸν ἐνήργει ὡς ἐπιμελητὴς τῶν δασῶν, ὅπως δὲ ἀναφέρεται ἐδικάσθη καὶ ἀπηλλάγη. ΠΟΖΑ-ΠΙΑΝΟ. (46, 374, 386, 419)
pharmacy-ad-title: ΦΑΡΜΑΚΟΝ (1316, 964, 1551, 1003)
hair-dye-text: Εἶναι τὸ τελειότερον προϊὸν διὰ τὴν στιγμιαίαν βαφὴν τῆς κόμης, τοῦ γενείου, τοῦ μύστακος. (1439, 1157, 1554, 1247)
air-defense-headline: ΥΠΕΡ ΤΗΣ ΑΕΡΟΠΟΡΙΚΗΣ ΑΜΥΝΗΣ (1047, 484, 1300, 510)
notice-headline: ΑΠΟΣΚΙΚΤΙΚΟΝ (1124, 1922, 1223, 1938)
lessougros-text: Εἰς τὸν πολύτιμον φίλον καὶ ἀκάματον ἱστοριοδίφην κ. Θ. Βελλιανίτην, τὸν ἀοχολούμενον εἰς τὰ χρονικὰ τῆς Ἐπαρχίας περὶ τοῦ ἱστορικοῦ Βαμβακοῦ ὀστεοχιμάστου Λεσσούγρου, δὲ ἐπιπέσωσιν, τὸν ἦθελε παρουσιάσει πληροφορίαι περὶ τοῦ ἀνδρὸς τούτου. (46, 216, 386, 291)
notice-text: Ἐν Ἀθήναις τῇ δεκάτῃ ἐνάτῃ (19) Μαρτίου τοῦ χιλιοστοῦ ἐννεακοσιοστοῦ εἰκοστοῦ ἕκτου (1926) ἔτους, ἡμέραν Παρασκευὴν καὶ ὥραν 10 π. μ. ἐνώπιον τοῦ συμβολαιογράφου Ἀθηνῶν πρόκειται νὰ γίνῃ πλειστηριασμὸς τοῦ ἀκινήτου τοῦ κειμένου ἐν Ἀθήναις ἐπὶ τῆς ὁδοῦ Ἀχαρνῶν. (1047, 1733, 1300, 1853)
table-cell: 611 (1389, 398, 1429, 414)
table-cell: 610 (1522, 587, 1554, 603)
student-congress-headline: ΤΟ Α΄ ΦΟΙΤΗΤΙΚΟΝ ΧΡΙΣΤΙΑΝΙΚΟΝ ΣΥΝΕΔΡΙΟΝ (1068, 943, 1279, 978)
table-row (1313, 382, 1554, 398)
exchange-rates-table (1313, 625, 1554, 753)
industrial-shares-table (1313, 555, 1554, 619)
column-economics (1307, 52, 1560, 2222)
concerts-text: Τὴν 23ην Μαρτίου, ἡμέραν Τρίτην καὶ ὥραν 6 1/2 μ. μ. εἰς τὴν Αἴθουσαν τοῦ Ὠδείου Ἀθηνῶν, δίδεται ἡ Α΄ συναυλία μουσικῆς δωματίου «Μουσικὴ τῆς δωματίου» ὑπὸ τῶν κ.κ. Φραγκ. Παπαδοπούλου (πιάνο) καὶ τοῦ κ. Γρ. Κωστάρα (βιολί). (46, 524, 386, 599)
table-cell: 411 (1522, 310, 1554, 326)
table-cell: Τσιμέντα (1313, 555, 1424, 571)
embezzlement-headline: ΚΑΙ ΑΛΛΗ ΚΑΤΑΧΡΗΣΙΣ ΕΙΣ ΒΑΡΟΣ ΤΟΥ ΔΗΜΟΣΙΟΥ (662, 152, 1017, 249)
table-cell: Ὑφαντουργ. (1313, 603, 1424, 619)
bulletin-date: 18 Μαρτίου 1926 (1459, 257, 1554, 272)
table-heading: ΒΙΟΜΗΧΑΝΙΚΑΙ ΚΑΙ ΕΜΠΟΡΙΚΑΙ ΕΤΑΙΡΙΑΙ (1333, 523, 1534, 552)
table-cell: 73.25 (1488, 657, 1554, 673)
table-row (1313, 295, 1554, 311)
neo606-ad-text: Ἡ Σύφιλις μὲ τελείαν ἀπονοσεῖται διὰ τῶν ἐνέσεων τῆς ΣΑΛΒΙΝΟΞ. Προπαρασκευαστήριον τοῦ κ. Α. Π. ΓΕΡΑΣ, ὁδὸς Σταδίου 44. Ὧραι 8—12 π. μ. καὶ 4—8 μ. μ. (1313, 1311, 1554, 1386)
student-congress-text: Αἱ συνεδριάσεις θὰ γίνονται εἰς τὴν αἴθουσαν τῆς Χ.Α.Ν. καὶ θὰ ὁμιλήσουν καθηγηταὶ τῆς Θεολογικῆς Σχολῆς. (1047, 1075, 1300, 1120)
drama-school-text: Τὸ προσεχὲς Σάββατον ὥρα 7 μ. μ. εἰς τὸ Κεντρικὸν θέατρον ἡ δραματικὴ σχολὴ τοῦ Ὠδείου Ἀθηνῶν δίδει παράστασιν τοῦ ἔργου «Ἑλληνίδες» μὲ πρωταγωνίστριαν τὴν δίδα Ν. Παπαγεωργίου. (399, 150, 632, 240)
divider (645, 803, 1034, 804)
